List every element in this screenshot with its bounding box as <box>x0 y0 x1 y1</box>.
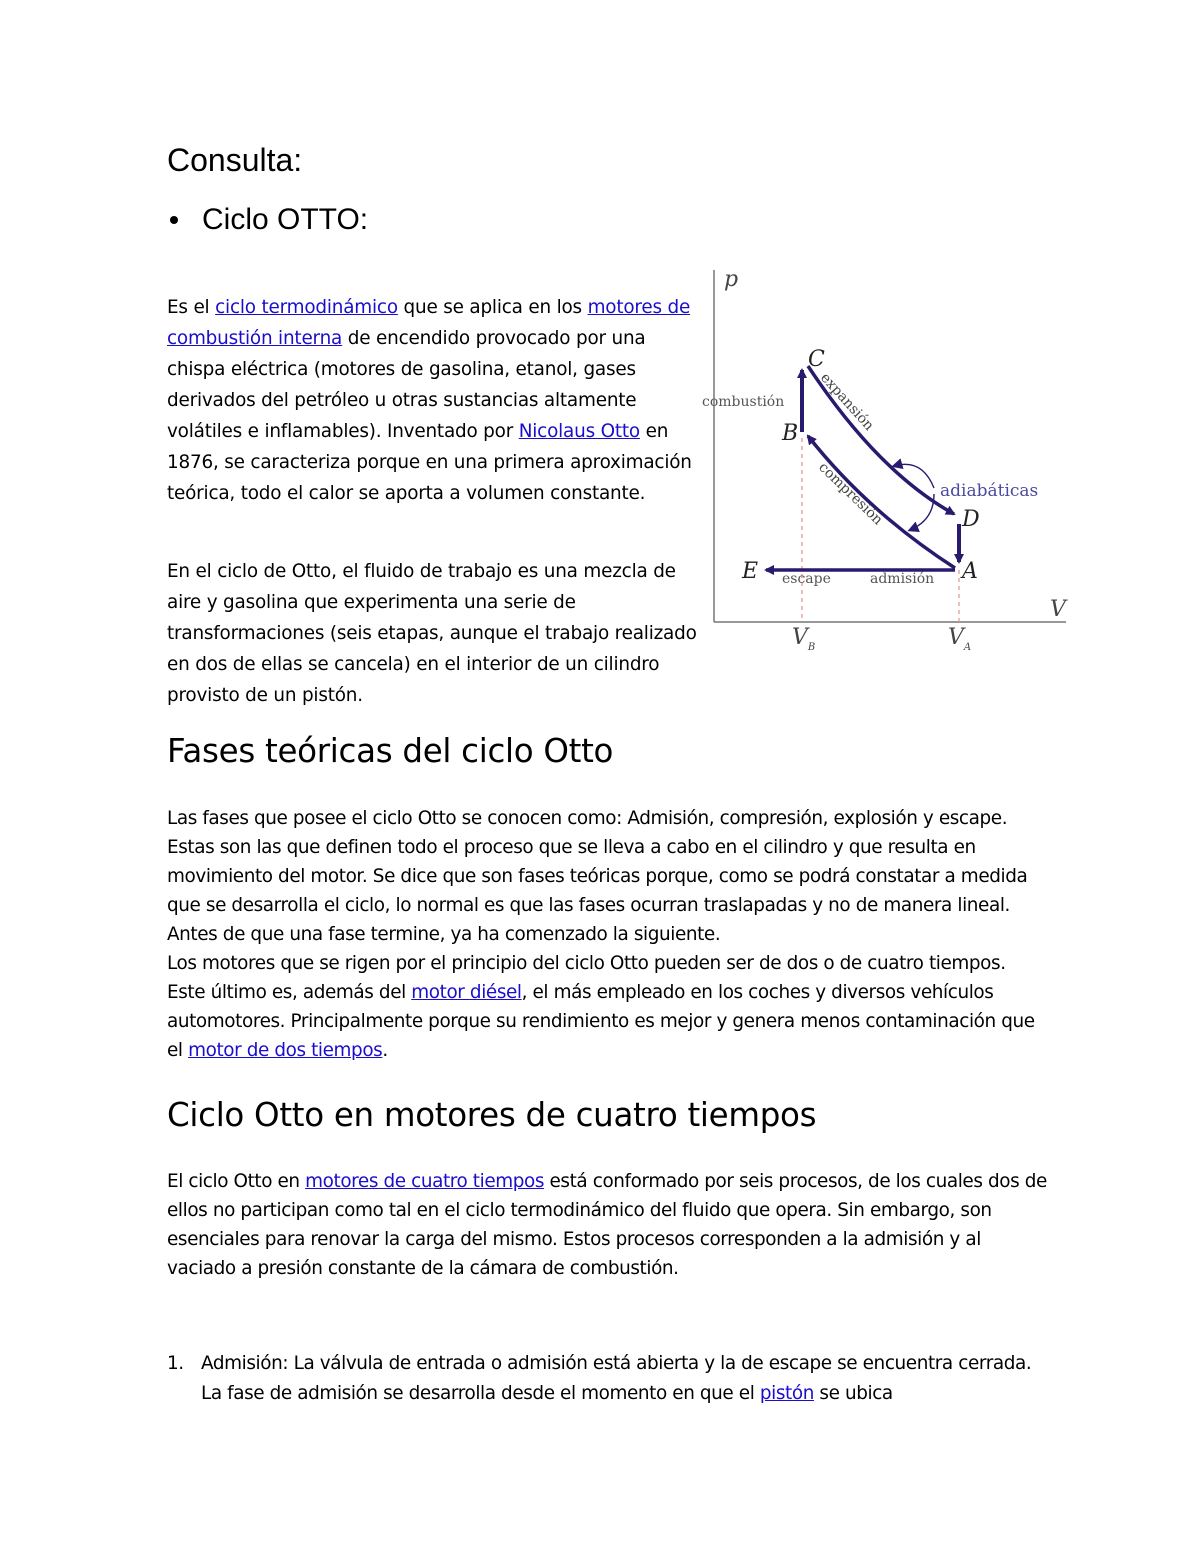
point-a-label: A <box>962 559 978 584</box>
adiabatic-label: adiabáticas <box>940 481 1039 501</box>
fases-text: Las fases que posee el ciclo Otto se conocen como: Admisión, compresión, explosión y escape. Estas son las que definen todo el proceso que se lleva a cabo en el cilindro y que resulta en movimiento del motor. Se dice que son fases teóricas porque, como se podrá constatar a medida que se desarrolla el ciclo, lo normal es que las fases ocurran traslapadas y no de manera lineal. Antes de que una fase termine, ya ha comenzado la siguiente. <box>167 808 1028 945</box>
point-c-label: C <box>808 347 825 372</box>
link-motores-cuatro-tiempos[interactable]: motores de cuatro tiempos <box>305 1171 545 1192</box>
intro-text-1: Es el <box>167 297 216 318</box>
link-nicolaus-otto[interactable]: Nicolaus Otto <box>518 421 640 442</box>
tick-va-label: $V_A$ <box>948 625 972 653</box>
motores-text-1: Los motores que se rigen por el principio del ciclo Otto pueden ser de dos o de cuatro tiempos. Este último es, además del <box>167 953 1006 1003</box>
intro-text-2: que se aplica en los <box>397 297 588 318</box>
point-b-label: B <box>782 421 799 446</box>
list-item-text <box>201 1349 1047 1409</box>
bullet-item <box>170 198 368 242</box>
list-number: 1. <box>167 1353 184 1374</box>
combustion-label: combustión <box>702 394 785 410</box>
bullet-dot-icon <box>170 216 178 224</box>
list-item <box>167 1349 1047 1409</box>
section-heading-cuatro-tiempos: Ciclo Otto en motores de cuatro tiempos <box>167 1096 817 1134</box>
axis-v-label: V <box>1050 597 1066 622</box>
link-piston[interactable]: pistón <box>759 1383 814 1404</box>
cuatro-text-1: El ciclo Otto en <box>167 1171 306 1192</box>
admision-text-end: se ubica <box>813 1383 893 1404</box>
admision-text: Admisión: La válvula de entrada o admisión está abierta y la de escape se encuentra cerrada. La fase de admisión se desarrolla desde el momento en que el <box>201 1353 1032 1404</box>
axis-p-label: p <box>724 267 739 292</box>
motores-text-2: , el más empleado en los coches y diversos vehículos automotores. Principalmente porque su rendimiento es mejor y genera menos contaminación que el <box>167 982 1035 1061</box>
link-ciclo-termodinamico[interactable]: ciclo termodinámico <box>215 297 398 318</box>
section-heading-fases: Fases teóricas del ciclo Otto <box>167 732 614 770</box>
point-e-label: E <box>742 559 759 584</box>
intro-text-3: de encendido provocado por una chispa eléctrica (motores de gasolina, etanol, gases derivados del petróleo u otras sustancias altamente volátiles e inflamables). Inventado por <box>167 328 646 442</box>
fluid-paragraph: En el ciclo de Otto, el fluido de trabajo es una mezcla de aire y gasolina que experimenta una serie de transformaciones (seis etapas, aunque el trabajo realizado en dos de ellas se cancela) en el interior de un cilindro provisto de un pistón. <box>167 561 697 706</box>
point-d-label: D <box>962 507 980 532</box>
otto-cycle-diagram <box>698 262 1078 662</box>
expansion-label: expansión <box>817 369 877 434</box>
cuatro-text-2: está conformado por seis procesos, de los cuales dos de ellos no participan como tal en el ciclo termodinámico del fluido que opera. Sin embargo, son esenciales para renovar la carga del mismo. Estos procesos corresponden a la admisión y al vaciado a presión constante de la cámara de combustión. <box>167 1171 1047 1279</box>
link-motor-diesel[interactable]: motor diésel <box>411 982 522 1003</box>
tick-vb-label: $V_B$ <box>792 625 816 653</box>
bullet-label: Ciclo OTTO: <box>202 203 369 236</box>
motores-text-3: . <box>382 1040 388 1061</box>
page-title: Consulta: <box>167 142 303 178</box>
intro-text-4: en 1876, se caracteriza porque en una primera aproximación teórica, todo el calor se aporta a volumen constante. <box>167 421 692 504</box>
link-motores-combustion[interactable]: motores de combustión interna <box>167 297 691 349</box>
admision-label: admisión <box>870 571 935 587</box>
fases-paragraph <box>167 804 1047 1065</box>
link-motor-dos-tiempos[interactable]: motor de dos tiempos <box>188 1040 383 1061</box>
cuatro-tiempos-paragraph <box>167 1167 1047 1283</box>
compression-label: compresión <box>815 459 886 529</box>
escape-label: escape <box>782 571 831 587</box>
intro-paragraph <box>167 292 697 509</box>
